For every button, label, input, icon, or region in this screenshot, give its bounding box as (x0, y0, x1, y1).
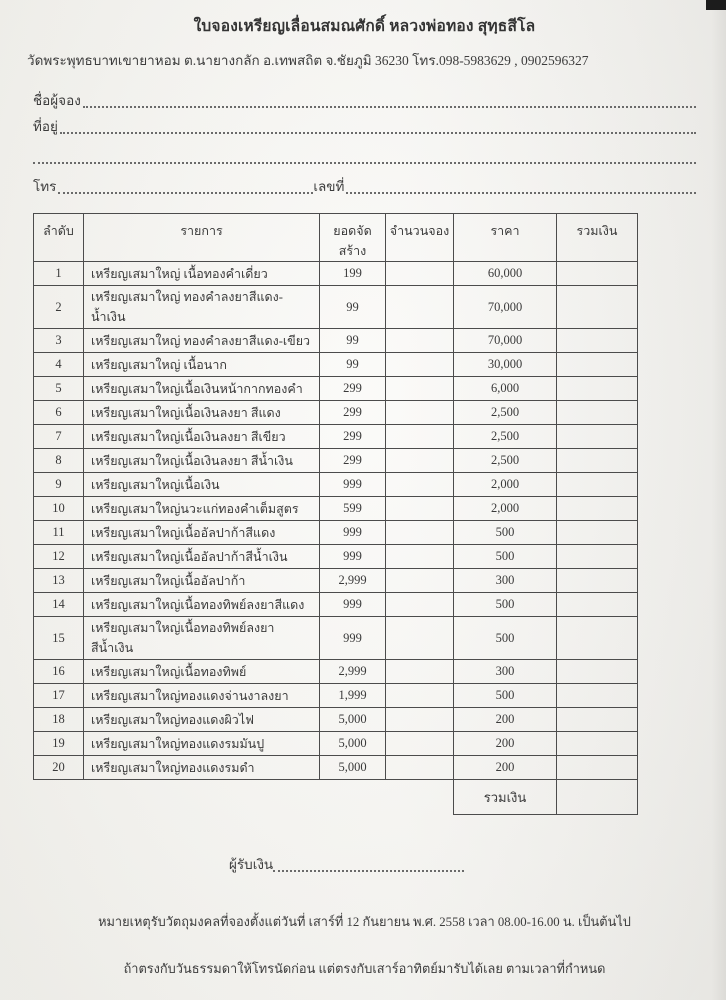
cell-made: 2,999 (320, 569, 386, 593)
cell-item: เหรียญเสมาใหญ่ เนื้อนาก (84, 353, 320, 377)
cell-no: 9 (34, 473, 84, 497)
cell-item: เหรียญเสมาใหญ่เนื้อทองทิพย์ลงยาสีแดง (84, 593, 320, 617)
receiver-signature-line (229, 853, 464, 875)
cell-total (557, 262, 638, 286)
cell-item: เหรียญเสมาใหญ่เนื้อเงินลงยา สีเขียว (84, 425, 320, 449)
cell-made: 999 (320, 545, 386, 569)
grand-total-label: รวมเงิน (454, 780, 557, 815)
cell-total (557, 684, 638, 708)
cell-no: 6 (34, 401, 84, 425)
cell-order (386, 262, 454, 286)
receiver-label: ผู้รับเงิน (229, 857, 274, 872)
cell-order (386, 756, 454, 780)
cell-made: 299 (320, 401, 386, 425)
table-row (34, 545, 638, 569)
cell-price: 200 (454, 732, 557, 756)
cell-total (557, 329, 638, 353)
cell-made: 1,999 (320, 684, 386, 708)
cell-price: 2,500 (454, 425, 557, 449)
order-table-body (34, 262, 638, 780)
cell-price: 2,500 (454, 401, 557, 425)
cell-price: 300 (454, 569, 557, 593)
cell-price: 500 (454, 684, 557, 708)
cell-price: 200 (454, 756, 557, 780)
col-header-price: ราคา (454, 214, 557, 262)
cell-no: 5 (34, 377, 84, 401)
cell-made: 999 (320, 593, 386, 617)
cell-item: เหรียญเสมาใหญ่เนื้อทองทิพย์ (84, 660, 320, 684)
cell-no: 4 (34, 353, 84, 377)
table-row (34, 660, 638, 684)
cell-no: 18 (34, 708, 84, 732)
cell-price: 2,500 (454, 449, 557, 473)
cell-order (386, 617, 454, 660)
cell-made: 5,000 (320, 708, 386, 732)
cell-total (557, 756, 638, 780)
cell-total (557, 353, 638, 377)
grand-total-value-cell (557, 780, 638, 815)
cell-made: 2,999 (320, 660, 386, 684)
cell-item: เหรียญเสมาใหญ่ ทองคำลงยาสีแดง-เขียว (84, 329, 320, 353)
cell-item: เหรียญเสมาใหญ่เนื้อเงินหน้ากากทองคำ (84, 377, 320, 401)
col-header-no: ลำดับ (34, 214, 84, 262)
table-row (34, 425, 638, 449)
cell-order (386, 353, 454, 377)
cell-price: 6,000 (454, 377, 557, 401)
cell-item: เหรียญเสมาใหญ่ทองแดงรมมันปู (84, 732, 320, 756)
cell-order (386, 708, 454, 732)
cell-item: เหรียญเสมาใหญ่เนื้ออัลปาก้าสีแดง (84, 521, 320, 545)
table-row (34, 617, 638, 660)
table-row (34, 401, 638, 425)
cell-no: 11 (34, 521, 84, 545)
cell-order (386, 732, 454, 756)
cell-made: 99 (320, 353, 386, 377)
cell-price: 60,000 (454, 262, 557, 286)
cell-no: 2 (34, 286, 84, 329)
table-row (34, 473, 638, 497)
header-row (34, 214, 638, 262)
col-header-item: รายการ (84, 214, 320, 262)
cell-total (557, 449, 638, 473)
order-form-fields (33, 85, 696, 197)
cell-price: 2,000 (454, 473, 557, 497)
scan-corner-artifact (706, 0, 726, 10)
col-header-order: จำนวนจอง (386, 214, 454, 262)
address-line (33, 111, 696, 137)
cell-order (386, 497, 454, 521)
col-header-total: รวมเงิน (557, 214, 638, 262)
cell-price: 500 (454, 545, 557, 569)
temple-address-line: วัดพระพุทธบาทเขายาหอม ต.นายางกลัก อ.เทพสถิต จ.ชัยภูมิ 36230 โทร.098-5983629 , 0902596327 (27, 53, 589, 68)
cell-total (557, 425, 638, 449)
cell-order (386, 401, 454, 425)
address-field (60, 132, 696, 134)
cell-item: เหรียญเสมาใหญ่เนื้อเงินลงยา สีน้ำเงิน (84, 449, 320, 473)
cell-order (386, 660, 454, 684)
total-row (34, 780, 638, 815)
cell-order (386, 377, 454, 401)
number-field (346, 192, 696, 194)
cell-order (386, 521, 454, 545)
cell-order (386, 449, 454, 473)
cell-made: 299 (320, 377, 386, 401)
table-row (34, 286, 638, 329)
table-row (34, 756, 638, 780)
cell-order (386, 329, 454, 353)
cell-total (557, 286, 638, 329)
cell-item: เหรียญเสมาใหญ่เนื้อเงินลงยา สีแดง (84, 401, 320, 425)
orderer-name-field (83, 106, 696, 108)
number-label: เลขที่ (313, 179, 345, 194)
cell-total (557, 545, 638, 569)
cell-made: 99 (320, 329, 386, 353)
cell-no: 8 (34, 449, 84, 473)
cell-order (386, 473, 454, 497)
cell-item: เหรียญเสมาใหญ่ทองแดงจ่านงาลงยา (84, 684, 320, 708)
table-row (34, 329, 638, 353)
cell-no: 15 (34, 617, 84, 660)
cell-total (557, 521, 638, 545)
cell-no: 14 (34, 593, 84, 617)
cell-no: 16 (34, 660, 84, 684)
address-label: ที่อยู่ (33, 119, 58, 134)
cell-price: 500 (454, 593, 557, 617)
cell-no: 20 (34, 756, 84, 780)
cell-order (386, 545, 454, 569)
phone-line (33, 171, 696, 197)
cell-no: 17 (34, 684, 84, 708)
cell-no: 7 (34, 425, 84, 449)
cell-total (557, 377, 638, 401)
cell-item: เหรียญเสมาใหญ่เนื้อทองทิพย์ลงยาสีน้ำเงิน (84, 617, 320, 660)
cell-no: 10 (34, 497, 84, 521)
cell-no: 1 (34, 262, 84, 286)
cell-made: 5,000 (320, 732, 386, 756)
table-row (34, 684, 638, 708)
table-row (34, 593, 638, 617)
order-table (33, 213, 638, 815)
cell-order (386, 684, 454, 708)
cell-price: 70,000 (454, 329, 557, 353)
cell-order (386, 593, 454, 617)
cell-made: 599 (320, 497, 386, 521)
cell-item: เหรียญเสมาใหญ่เนื้ออัลปาก้าสีน้ำเงิน (84, 545, 320, 569)
cell-made: 299 (320, 449, 386, 473)
weekday-note: ถ้าตรงกับวันธรรมดาให้โทรนัดก่อน แต่ตรงกับเสาร์อาทิตย์มารับได้เลย ตามเวลาที่กำหนด (123, 962, 606, 976)
cell-made: 299 (320, 425, 386, 449)
cell-total (557, 593, 638, 617)
table-row (34, 497, 638, 521)
cell-no: 3 (34, 329, 84, 353)
orderer-name-label: ชื่อผู้จอง (33, 93, 81, 108)
order-table-footer (34, 780, 638, 815)
table-row (34, 521, 638, 545)
cell-total (557, 473, 638, 497)
cell-item: เหรียญเสมาใหญ่ทองแดงผิวไฟ (84, 708, 320, 732)
cell-no: 13 (34, 569, 84, 593)
cell-item: เหรียญเสมาใหญ่เนื้อเงิน (84, 473, 320, 497)
cell-item: เหรียญเสมาใหญ่นวะแก่ทองคำเต็มสูตร (84, 497, 320, 521)
cell-made: 999 (320, 617, 386, 660)
cell-made: 199 (320, 262, 386, 286)
cell-made: 99 (320, 286, 386, 329)
cell-order (386, 286, 454, 329)
col-header-made: ยอดจัดสร้าง (320, 214, 386, 262)
cell-total (557, 569, 638, 593)
cell-total (557, 732, 638, 756)
cell-made: 5,000 (320, 756, 386, 780)
cell-no: 12 (34, 545, 84, 569)
pickup-note: หมายเหตุรับวัตถุมงคลที่จองตั้งแต่วันที่ เสาร์ที่ 12 กันยายน พ.ศ. 2558 เวลา 08.00-16.00 น. เป็นต้นไป (98, 915, 631, 929)
address-continuation-field (33, 162, 696, 164)
receiver-signature-field (273, 870, 464, 872)
cell-total (557, 708, 638, 732)
cell-price: 2,000 (454, 497, 557, 521)
cell-item: เหรียญเสมาใหญ่เนื้ออัลปาก้า (84, 569, 320, 593)
orderer-name-line (33, 85, 696, 111)
page-title: ใบจองเหรียญเลื่อนสมณศักดิ์ หลวงพ่อทอง สุทฺธสีโล (193, 18, 536, 35)
table-row (34, 377, 638, 401)
cell-no: 19 (34, 732, 84, 756)
address-continuation-line (33, 137, 696, 167)
table-row (34, 732, 638, 756)
cell-price: 200 (454, 708, 557, 732)
cell-price: 300 (454, 660, 557, 684)
cell-total (557, 401, 638, 425)
cell-item: เหรียญเสมาใหญ่ทองแดงรมดำ (84, 756, 320, 780)
table-row (34, 708, 638, 732)
cell-price: 30,000 (454, 353, 557, 377)
cell-price: 500 (454, 617, 557, 660)
cell-order (386, 425, 454, 449)
cell-made: 999 (320, 521, 386, 545)
cell-total (557, 497, 638, 521)
order-table-header (34, 214, 638, 262)
total-row-spacer (34, 780, 454, 815)
cell-price: 70,000 (454, 286, 557, 329)
cell-item: เหรียญเสมาใหญ่ เนื้อทองคำเดี่ยว (84, 262, 320, 286)
table-row (34, 449, 638, 473)
table-row (34, 569, 638, 593)
phone-label: โทร (33, 179, 57, 194)
cell-item: เหรียญเสมาใหญ่ ทองคำลงยาสีแดง-น้ำเงิน (84, 286, 320, 329)
cell-made: 999 (320, 473, 386, 497)
cell-total (557, 617, 638, 660)
cell-order (386, 569, 454, 593)
table-row (34, 262, 638, 286)
phone-field (58, 192, 313, 194)
cell-price: 500 (454, 521, 557, 545)
cell-total (557, 660, 638, 684)
table-row (34, 353, 638, 377)
